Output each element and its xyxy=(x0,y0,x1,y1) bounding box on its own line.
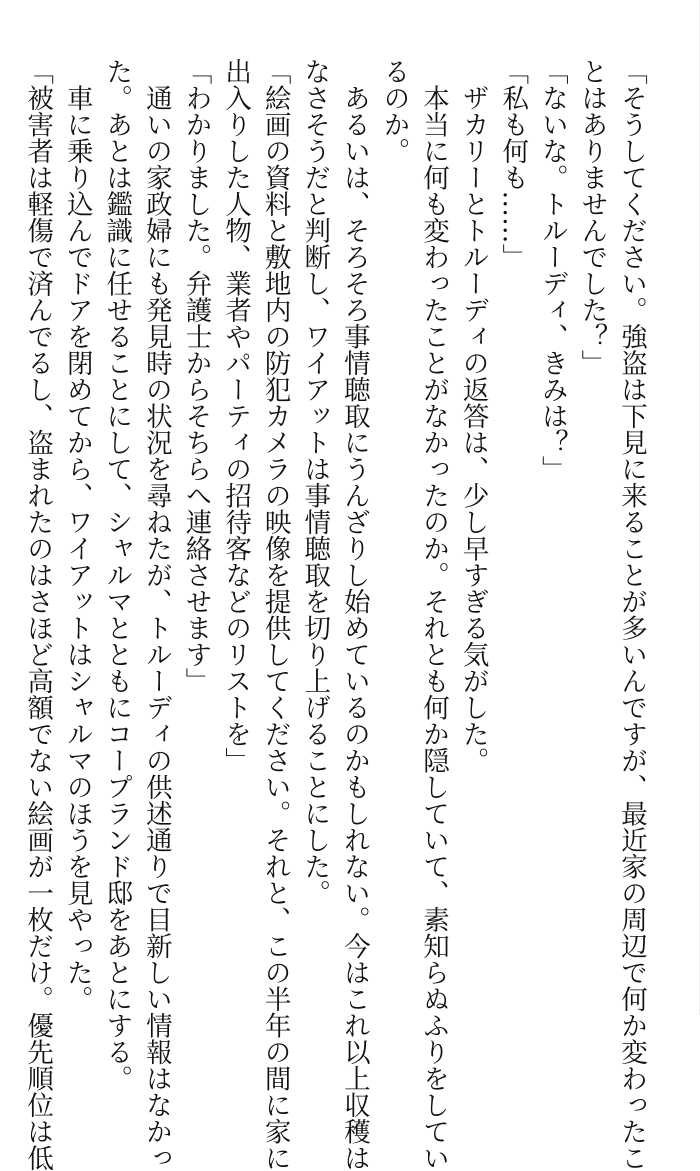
text-line-8: あるいは、そろそろ事情聴取にうんざりし始めているのかもしれない。今はこれ以上収穫は xyxy=(338,58,370,1171)
text-line-3: 「ないな。トルーディ、きみは？」 xyxy=(536,58,568,482)
text-line-10: 「絵画の資料と敷地内の防犯カメラの映像を提供してください。それと、この半年の間に家に xyxy=(259,58,291,1171)
text-line-15: 車に乗り込んでドアを閉めてから、ワイアットはシャルマのほうを見やった。 xyxy=(61,58,93,1012)
text-line-4: 「私も何も……」 xyxy=(497,58,529,270)
text-line-14: た。あとは鑑識に任せることにして、シャルマとともにコープランド邸をあとにする。 xyxy=(101,58,133,1092)
text-line-7: るのか。 xyxy=(378,58,410,164)
text-line-6: 本当に何も変わったことがなかったのか。それとも何か隠していて、素知らぬふりをしてい xyxy=(418,58,450,1171)
text-line-13: 通いの家政婦にも発見時の状況を尋ねたが、トルーディの供述通りで目新しい情報はなかっ xyxy=(140,58,172,1171)
text-line-11: 出入りした人物、業者やパーティの招待客などのリストを」 xyxy=(220,58,252,774)
text-line-5: ザカリーとトルーディの返答は、少し早すぎる気がした。 xyxy=(457,58,489,774)
text-line-9: なさそうだと判断し、ワイアットは事情聴取を切り上げることにした。 xyxy=(299,58,331,906)
text-line-1: 「そうしてください。強盗は下見に来ることが多いんですが、最近家の周辺で何か変わったこ xyxy=(616,58,647,1171)
text-line-12: 「わかりました。弁護士からそちらへ連絡させます」 xyxy=(180,58,212,694)
vertical-text-body xyxy=(18,58,652,1171)
text-line-2: とはありませんでした？」 xyxy=(576,58,608,376)
text-line-16: 「被害者は軽傷で済んでるし、盗まれたのはさほど高額でない絵画が一枚だけ。優先順位は低 xyxy=(22,58,54,1171)
